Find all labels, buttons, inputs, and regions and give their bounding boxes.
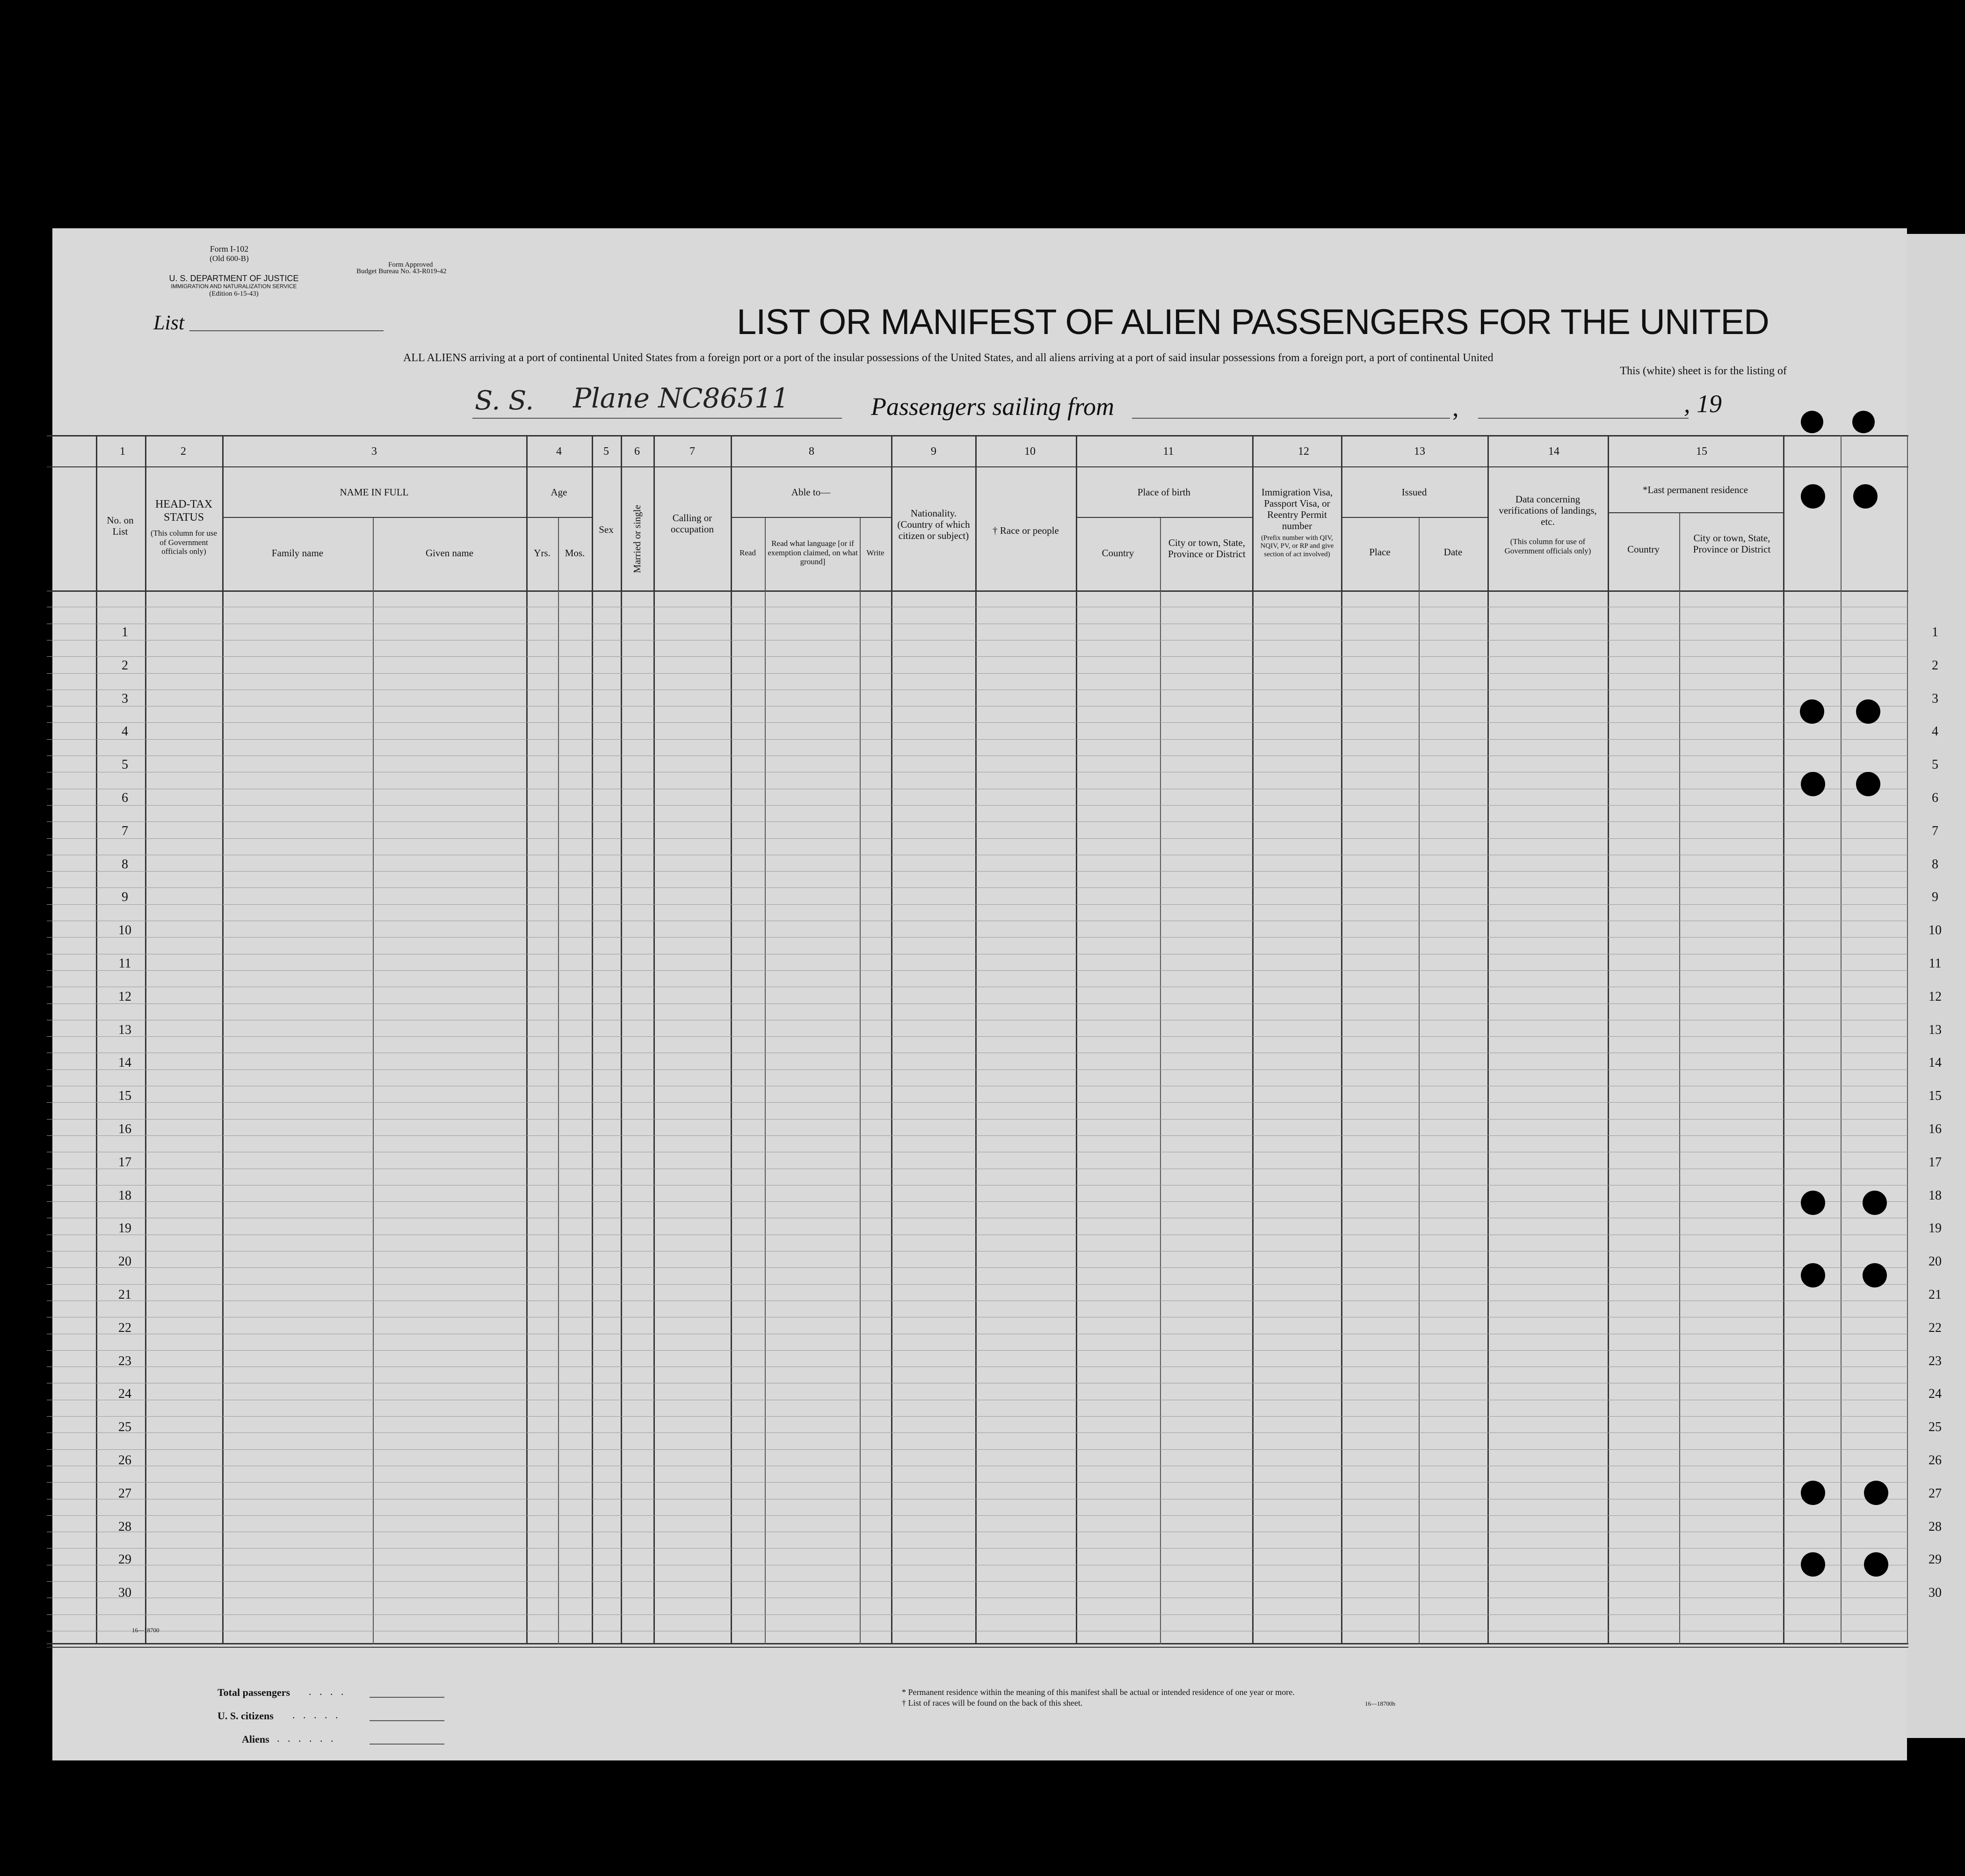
header-race: † Race or people [993, 525, 1059, 536]
row-number-right: 2 [1932, 658, 1938, 673]
punch-hole [1801, 772, 1825, 796]
ruled-line [47, 1449, 1908, 1450]
us-citizens-blank [370, 1720, 444, 1721]
col-num-8: 8 [809, 445, 814, 458]
header-visa-note: (Prefix number with QIV, NQIV, PV, or RP and give section of act involved) [1260, 534, 1334, 558]
col-num-15: 15 [1696, 445, 1707, 458]
header-able-to: Able to— [791, 487, 831, 498]
row-number: 24 [118, 1387, 131, 1401]
ruled-line [47, 1119, 1908, 1120]
service-name: IMMIGRATION AND NATURALIZATION SERVICE [171, 283, 297, 290]
col-line [1608, 435, 1609, 1644]
punch-hole [1800, 699, 1824, 724]
table-top-rule [47, 435, 1908, 436]
dot-leader: . . . . . [292, 1709, 341, 1721]
row-number: 4 [122, 724, 128, 739]
header-data-note: (This column for use of Government officials only) [1504, 537, 1591, 555]
punch-hole [1801, 1263, 1825, 1287]
row-number-right: 3 [1932, 691, 1938, 706]
ruled-line [47, 1432, 1908, 1433]
row-number: 20 [118, 1254, 131, 1269]
ruled-line [47, 1350, 1908, 1351]
colnum-rule [47, 466, 1908, 467]
punch-hole [1856, 699, 1880, 724]
header-issued-place: Place [1369, 546, 1391, 558]
row-number: 12 [118, 989, 131, 1004]
ruled-line [47, 673, 1908, 674]
ruled-line [47, 838, 1908, 839]
print-code-right: 16—18700b [1365, 1700, 1395, 1707]
manifest-sheet [52, 228, 1907, 1760]
row-number-right: 25 [1929, 1420, 1942, 1434]
footnote-residence: * Permanent residence within the meaning of this manifest shall be actual or intended residence of one year or more. [902, 1687, 1295, 1697]
row-number: 25 [118, 1420, 131, 1434]
row-number: 30 [118, 1585, 131, 1600]
ruled-line [47, 887, 1908, 888]
ship-name-handwritten: Plane NC86511 [573, 382, 789, 414]
header-yrs: Yrs. [534, 547, 551, 559]
header-birth-country: Country [1102, 547, 1134, 559]
col-line [592, 435, 593, 1644]
header-residence-country: Country [1627, 544, 1660, 555]
row-number-right: 21 [1929, 1287, 1942, 1302]
intro-line-2: This (white) sheet is for the listing of [1620, 365, 1787, 377]
ruled-line [47, 1036, 1908, 1037]
header-family-name: Family name [271, 547, 324, 559]
intro-line-1: ALL ALIENS arriving at a port of continental United States from a foreign port or a port of the insular possessions of the United States, and all aliens arriving at a port of said insular possessions from a foreign port, a port of continental United [403, 352, 1494, 364]
header-issued: Issued [1401, 487, 1427, 498]
date-underline [1478, 418, 1689, 419]
form-number: Form I-102 [210, 244, 249, 254]
header-place-of-birth: Place of birth [1137, 487, 1191, 498]
ruled-line [47, 1135, 1908, 1136]
header-nationality: Nationality. (Country of which citizen or subject) [897, 508, 970, 542]
col-line [1487, 435, 1489, 1644]
ruled-line [47, 1581, 1908, 1582]
punch-hole [1801, 1552, 1825, 1577]
header-read: Read [740, 548, 756, 557]
ruled-line [47, 871, 1908, 872]
department-name: U. S. DEPARTMENT OF JUSTICE [169, 274, 299, 283]
ruled-line [47, 1267, 1908, 1268]
col-line [1907, 435, 1908, 1644]
row-number: 27 [118, 1486, 131, 1501]
list-underline [189, 330, 384, 331]
punch-hole [1864, 1552, 1888, 1577]
row-number-right: 19 [1929, 1221, 1942, 1236]
ss-label: S. S. [475, 385, 534, 416]
row-number: 22 [118, 1321, 131, 1335]
us-citizens-label: U. S. citizens [218, 1710, 274, 1722]
dot-leader: . . . . [309, 1686, 347, 1697]
col-line [731, 435, 732, 1644]
passengers-sailing-label: Passengers sailing from [871, 393, 1115, 421]
row-number: 11 [118, 956, 131, 971]
row-number-right: 14 [1929, 1055, 1942, 1070]
row-number-right: 17 [1929, 1155, 1942, 1170]
punch-hole [1801, 1191, 1825, 1215]
header-visa: Immigration Visa, Passport Visa, or Reentry Permit number [1261, 487, 1333, 532]
col-line [373, 517, 374, 1644]
row-number-right: 27 [1929, 1486, 1942, 1501]
col-line [558, 517, 559, 1644]
subheader-rule-able [731, 517, 891, 518]
row-number: 19 [118, 1221, 131, 1236]
row-number-right: 10 [1929, 923, 1942, 938]
row-number: 8 [122, 857, 128, 872]
row-number: 29 [118, 1552, 131, 1567]
row-number-right: 1 [1932, 625, 1938, 640]
row-number: 6 [122, 791, 128, 805]
row-number-right: 4 [1932, 724, 1938, 739]
subheader-rule-residence [1608, 512, 1783, 513]
col-line [96, 435, 97, 1644]
comma-separator: , [1452, 393, 1459, 422]
row-number: 23 [118, 1354, 131, 1368]
dot-leader: . . . . . . [277, 1732, 336, 1744]
row-number: 7 [122, 824, 128, 838]
punch-hole [1852, 411, 1875, 433]
old-form-number: (Old 600-B) [210, 254, 249, 263]
row-number: 14 [118, 1055, 131, 1070]
row-number: 15 [118, 1089, 131, 1103]
row-number: 26 [118, 1453, 131, 1468]
row-number-right: 11 [1929, 956, 1942, 971]
header-mos: Mos. [565, 547, 585, 559]
col-line [1841, 435, 1842, 1644]
col-num-14: 14 [1548, 445, 1559, 458]
year-label: , 19 [1684, 390, 1722, 418]
row-number-right: 12 [1929, 989, 1942, 1004]
punch-hole [1801, 484, 1825, 509]
row-number: 9 [122, 890, 128, 904]
row-number-right: 26 [1929, 1453, 1942, 1468]
table-bottom-rule [47, 1643, 1908, 1644]
punch-hole [1801, 1481, 1825, 1505]
row-number: 17 [118, 1155, 131, 1170]
header-birth-city: City or town, State, Province or District [1168, 537, 1246, 560]
header-age: Age [551, 487, 567, 498]
edition-date: (Edition 6-15-43) [209, 290, 259, 298]
header-data-concerning: Data concerning verifications of landings, etc. [1499, 494, 1597, 528]
ruled-line [47, 937, 1908, 938]
col-line [860, 517, 861, 1644]
col-line [975, 435, 977, 1644]
col-line [1679, 512, 1680, 1644]
budget-bureau-number: Budget Bureau No. 43-R019-42 [356, 268, 447, 275]
row-number: 1 [122, 625, 128, 640]
ruled-line [47, 1416, 1908, 1417]
col-line [1252, 435, 1254, 1644]
punch-hole [1801, 411, 1823, 433]
header-write: Write [866, 548, 885, 557]
page-title: LIST OR MANIFEST OF ALIEN PASSENGERS FOR THE UNITED [737, 302, 1769, 342]
row-number-right: 22 [1929, 1321, 1942, 1335]
row-number: 21 [118, 1287, 131, 1302]
ruled-line [47, 722, 1908, 723]
subheader-rule-age [526, 517, 592, 518]
col-line [1341, 435, 1342, 1644]
row-number-right: 24 [1929, 1387, 1942, 1401]
col-num-6: 6 [634, 445, 640, 458]
ruled-line [47, 1201, 1908, 1202]
header-last-residence: *Last permanent residence [1642, 484, 1748, 495]
next-sheet-edge [1907, 234, 1965, 1738]
row-number: 3 [122, 691, 128, 706]
row-number-right: 20 [1929, 1254, 1942, 1269]
list-label: List [153, 311, 185, 334]
col-line [1419, 517, 1420, 1644]
ruled-line [47, 1548, 1908, 1549]
form-approved: Form Approved [388, 261, 433, 269]
punch-hole [1863, 1263, 1887, 1287]
row-number-right: 5 [1932, 757, 1938, 772]
punch-hole [1853, 484, 1878, 509]
ship-name-underline [472, 418, 842, 419]
punch-hole [1863, 1191, 1887, 1215]
subheader-rule-birth [1076, 517, 1252, 518]
aliens-blank [370, 1744, 444, 1745]
col-num-9: 9 [931, 445, 936, 458]
col-num-11: 11 [1163, 445, 1174, 458]
row-number: 5 [122, 757, 128, 772]
header-given-name: Given name [425, 547, 474, 559]
row-number-right: 13 [1929, 1023, 1942, 1037]
col-line [1783, 435, 1784, 1644]
col-line [653, 435, 655, 1644]
ruled-line [47, 1284, 1908, 1285]
ruled-line [47, 1003, 1908, 1004]
ruled-line [47, 1482, 1908, 1483]
header-sex: Sex [599, 524, 614, 535]
row-number-right: 16 [1929, 1122, 1942, 1136]
row-number-right: 6 [1932, 791, 1938, 805]
ruled-line [47, 739, 1908, 740]
col-line [621, 435, 622, 1644]
aliens-label: Aliens [242, 1733, 269, 1745]
col-line [765, 517, 766, 1644]
sailing-from-underline [1132, 418, 1450, 419]
header-issued-date: Date [1443, 546, 1463, 558]
header-head-tax: HEAD-TAX STATUS [155, 498, 213, 524]
row-number-right: 15 [1929, 1089, 1942, 1103]
footnote-races: † List of races will be found on the back of this sheet. [902, 1698, 1083, 1708]
header-head-tax-note: (This column for use of Government officials only) [150, 529, 218, 556]
header-no-on-list: No. on List [107, 515, 134, 538]
col-num-2: 2 [181, 445, 186, 458]
col-line [1160, 517, 1161, 1644]
row-number-right: 23 [1929, 1354, 1942, 1368]
punch-hole [1856, 772, 1880, 796]
col-num-12: 12 [1298, 445, 1309, 458]
col-num-4: 4 [556, 445, 562, 458]
ruled-line [47, 805, 1908, 806]
row-number-right: 30 [1929, 1585, 1942, 1600]
header-name-in-full: NAME IN FULL [340, 487, 409, 498]
row-number: 16 [118, 1122, 131, 1136]
ruled-line [47, 970, 1908, 971]
header-residence-city: City or town, State, Province or District [1693, 532, 1771, 555]
col-line [526, 435, 528, 1644]
ruled-line [47, 1614, 1908, 1615]
row-number: 28 [118, 1520, 131, 1534]
header-calling: Calling or occupation [670, 512, 714, 535]
row-number-right: 7 [1932, 824, 1938, 838]
subheader-rule-issued [1341, 517, 1487, 518]
row-number-right: 28 [1929, 1520, 1942, 1534]
row-number: 18 [118, 1188, 131, 1203]
ruled-line [47, 1515, 1908, 1516]
col-line [145, 435, 146, 1644]
col-num-7: 7 [689, 445, 695, 458]
row-number: 13 [118, 1023, 131, 1037]
col-num-1: 1 [120, 445, 125, 458]
col-num-5: 5 [603, 445, 609, 458]
ruled-line [47, 1069, 1908, 1070]
row-number-right: 8 [1932, 857, 1938, 872]
col-num-13: 13 [1414, 445, 1425, 458]
ruled-line [47, 904, 1908, 905]
row-number: 10 [118, 923, 131, 938]
ruled-line [47, 656, 1908, 657]
col-num-10: 10 [1024, 445, 1036, 458]
row-number-right: 9 [1932, 890, 1938, 904]
table-bottom-rule-2 [47, 1647, 1908, 1648]
total-passengers-blank [370, 1697, 444, 1698]
col-num-3: 3 [371, 445, 377, 458]
ruled-line [47, 1102, 1908, 1103]
total-passengers-label: Total passengers [218, 1687, 290, 1698]
punch-hole [1864, 1481, 1888, 1505]
col-line [222, 435, 224, 1644]
header-read-language: Read what language [or if exemption claimed, on what ground] [768, 539, 858, 567]
print-code-left: 16—18700 [132, 1627, 160, 1634]
row-number-right: 29 [1929, 1552, 1942, 1567]
row-number: 2 [122, 658, 128, 673]
col-line [891, 435, 892, 1644]
subheader-rule-name [222, 517, 526, 518]
header-bottom-rule [47, 590, 1908, 592]
row-number-right: 18 [1929, 1188, 1942, 1203]
header-married: Married or single [631, 505, 643, 573]
col-line [1076, 435, 1077, 1644]
